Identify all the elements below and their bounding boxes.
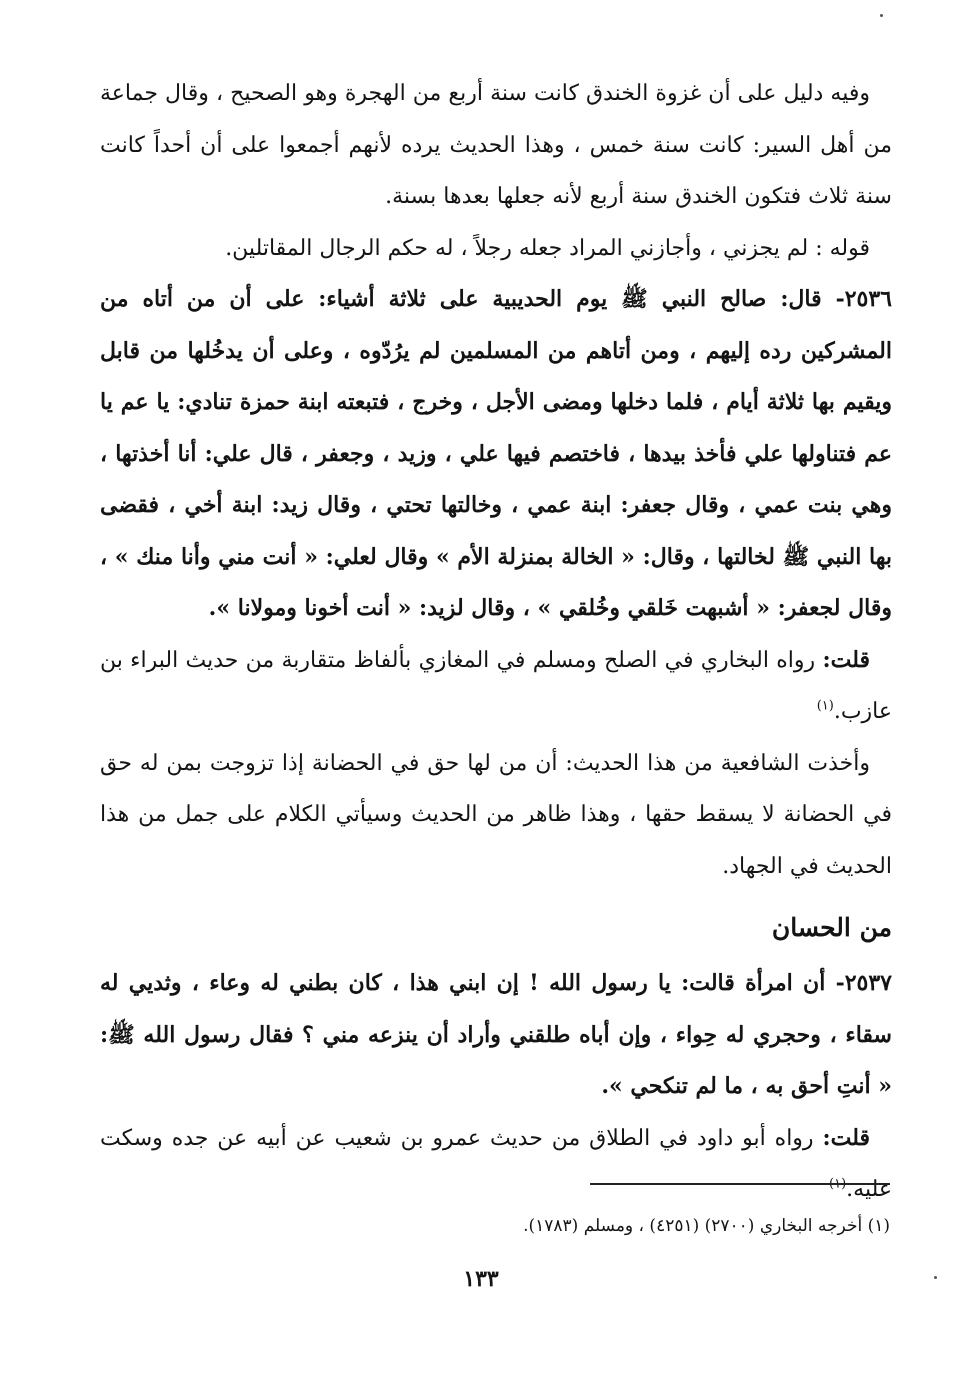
scan-speck (934, 1276, 937, 1279)
footnote: (١) أخرجه البخاري (٢٧٠٠) (٤٢٥١) ، ومسلم (١٧٨٣). (523, 1216, 890, 1236)
hadith-2536 (100, 274, 892, 635)
qult-text: رواه أبو داود في الطلاق من حديث عمرو بن شعيب عن أبيه عن جده وسكت عليه. (100, 1125, 892, 1202)
footnote-marker[interactable]: (١) (829, 1176, 847, 1192)
hadith-2537 (100, 958, 892, 1113)
footnote-divider (590, 1183, 890, 1185)
paragraph-text: وفيه دليل على أن غزوة الخندق كانت سنة أربع من الهجرة وهو الصحيح ، وقال جماعة من أهل السير: كانت سنة خمس ، وهذا الحديث يرده لأنهم أجمعوا على أن أحداً كانت سنة ثلاث فتكون الخندق سنة أربع لأنه جعلها بعدها بسنة. (100, 81, 892, 209)
paragraph-qawluhu (100, 223, 892, 275)
footnote-marker[interactable]: (١) (816, 698, 834, 714)
section-heading: من الحسان (771, 913, 892, 942)
page-body (100, 68, 892, 1216)
page-number: ١٣٣ (463, 1266, 499, 1292)
qult-lead: قلت: (822, 1124, 870, 1151)
qult-lead: قلت: (822, 646, 870, 673)
hadith-text: ٢٥٣٦- قال: صالح النبي ﷺ يوم الحديبية على ثلاثة أشياء: على أن من أتاه من المشركين رده إليهم ، ومن أتاهم من المسلمين لم يرُدّوه ، وعلى أن يدخُلها من قابل ويقيم بها ثلاثة أيام ، فلما دخلها ومضى الأجل ، وخرج ، فتبعته ابنة حمزة تنادي: يا عم يا عم فتناولها علي فأخذ بيدها ، فاختصم فيها علي ، وزيد ، وجعفر ، قال علي: أنا أخذتها ، وهي بنت عمي ، وقال جعفر: ابنة عمي ، وخالتها تحتي ، وقال زيد: ابنة أخي ، فقضى بها النبي ﷺ لخالتها ، وقال: « الخالة بمنزلة الأم » وقال لعلي: « أنت مني وأنا منك » ، وقال لجعفر: « أشبهت خَلقي وخُلقي » ، وقال لزيد: « أنت أخونا ومولانا ». (100, 286, 892, 621)
paragraph-ghazwat-al-khandaq (100, 68, 892, 223)
qult-note-bukhari (100, 635, 892, 738)
hadith-text: ٢٥٣٧- أن امرأة قالت: يا رسول الله ! إن ابني هذا ، كان بطني له وعاء ، وثديي له سقاء ، وحجري له حِواء ، وإن أباه طلقني وأراد أن ينزعه مني ؟ فقال رسول الله ﷺ: « أنتِ أحق به ، ما لم تنكحي ». (100, 970, 892, 1099)
paragraph-text: وأخذت الشافعية من هذا الحديث: أن من لها حق في الحضانة إذا تزوجت بمن له حق في الحضانة لا يسقط حقها ، وهذا ظاهر من الحديث وسيأتي الكلام على جمل من هذا الحديث في الجهاد. (100, 750, 892, 879)
paragraph-text: قوله : لم يجزني ، وأجازني المراد جعله رجلاً ، له حكم الرجال المقاتلين. (225, 235, 870, 261)
paragraph-shafiiyya (100, 738, 892, 893)
scan-speck (880, 14, 883, 17)
qult-note-abu-dawud (100, 1113, 892, 1216)
qult-text: رواه البخاري في الصلح ومسلم في المغازي بألفاظ متقاربة من حديث البراء بن عازب. (100, 647, 892, 724)
